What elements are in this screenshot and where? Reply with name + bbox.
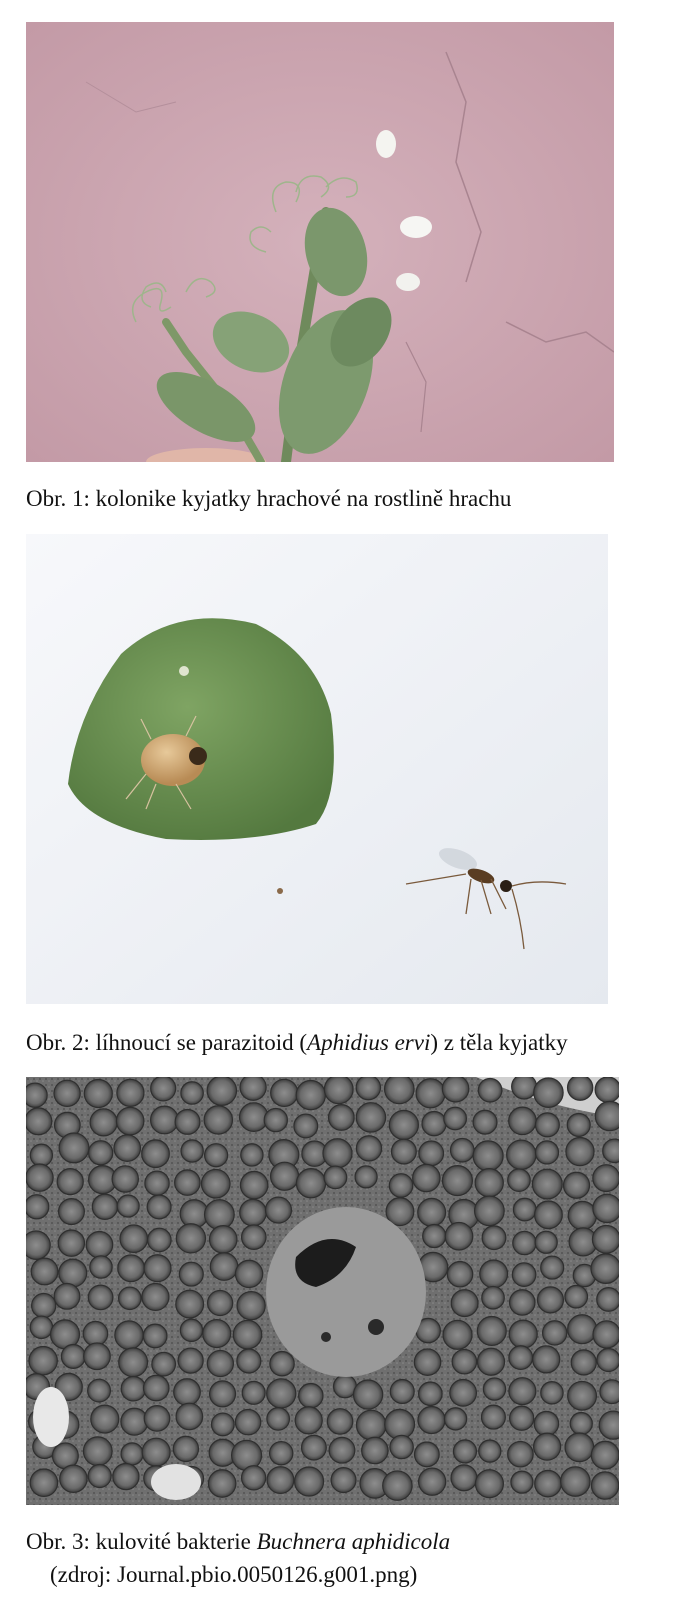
figure-3-micrograph: [26, 1077, 619, 1505]
species-name: Buchnera aphidicola: [256, 1529, 451, 1554]
figure-1-photo: [26, 22, 614, 462]
caption-text: Obr. 3: kulovité bakterie: [26, 1529, 257, 1554]
caption-text: Obr. 2: líhnoucí se parazitoid (: [26, 1030, 308, 1055]
figure-3-caption: [26, 1528, 450, 1556]
figure-1-caption: [26, 485, 511, 513]
species-name: Aphidius ervi: [307, 1030, 431, 1055]
caption-text-end: ) z těla kyjatky: [430, 1030, 568, 1055]
source-text: (zdroj: Journal.pbio.0050126.g001.png): [50, 1562, 418, 1587]
figure-2-caption: [26, 1029, 568, 1057]
caption-text: Obr. 1: kolonike kyjatky hrachové na rostlině hrachu: [26, 486, 512, 511]
figure-3-source: [50, 1561, 417, 1589]
figure-2-photo: [26, 534, 608, 1004]
